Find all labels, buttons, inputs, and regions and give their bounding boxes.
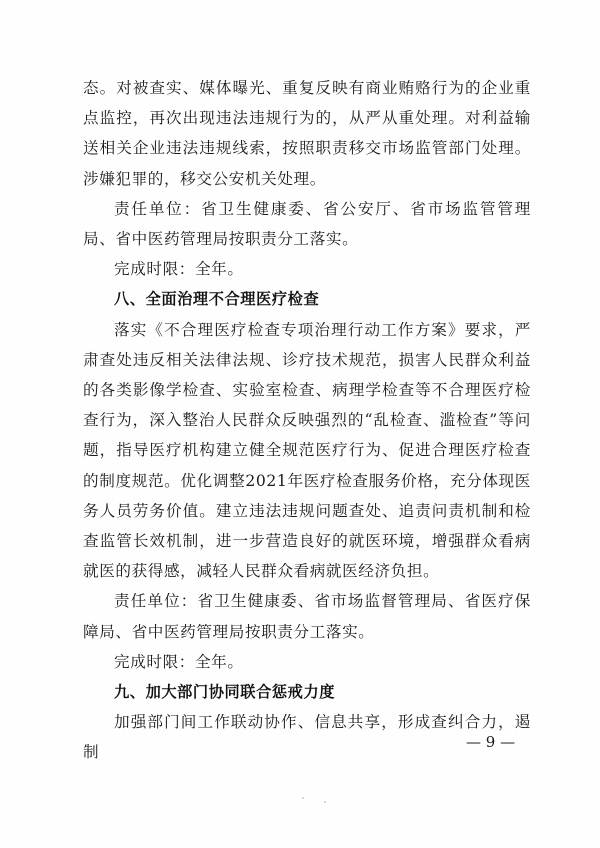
- paragraph-deadline-section-8: 完成时限：全年。: [114, 652, 244, 671]
- paragraph-deadline-section-7: 完成时限：全年。: [114, 260, 244, 279]
- scan-speck: [324, 801, 326, 803]
- paragraph-commercial-bribery-continuation: 态。对被查实、媒体曝光、重复反映有商业贿赂行为的企业重点监控，再次出现违法违规行为的，从严从重处理。对利益输送相关企业违法违规线索，按照职责移交市场监管部门处理。涉嫌犯罪的，移交公安机关处理。: [83, 79, 531, 188]
- paragraph-unreasonable-medical-checks: 落实《不合理医疗检查专项治理行动工作方案》要求，严肃查处违反相关法律法规、诊疗技术规范，损害人民群众利益的各类影像学检查、实验室检查、病理学检查等不合理医疗检查行为，深入整治人民群众反映强烈的“乱检查、滥检查”等问题，指导医疗机构建立健全规范医疗行为、促进合理医疗检查的制度规范。优化调整2021年医疗检查服务价格，充分体现医务人员劳务价值。建立违法违规问题查处、追责问责机制和检查监管长效机制，进一步营造良好的就医环境，增强群众看病就医的获得感，减轻人民群众看病就医经济负担。: [83, 320, 531, 581]
- section-heading-8: 八、全面治理不合理医疗检查: [114, 290, 320, 309]
- paragraph-interdepartmental-coordination: 加强部门间工作联动协作、信息共享，形成查纠合力，遏制: [83, 713, 531, 762]
- document-body: [83, 73, 531, 768]
- scan-speck: [302, 797, 304, 799]
- page-number: — 9 —: [466, 733, 516, 751]
- paragraph-responsible-units-section-7: 责任单位：省卫生健康委、省公安厅、省市场监管管理局、省中医药管理局按职责分工落实。: [83, 199, 531, 249]
- section-heading-9: 九、加大部门协同联合惩戒力度: [114, 683, 336, 702]
- paragraph-responsible-units-section-8: 责任单位：省卫生健康委、省市场监督管理局、省医疗保障局、省中医药管理局按职责分工落实。: [83, 592, 531, 641]
